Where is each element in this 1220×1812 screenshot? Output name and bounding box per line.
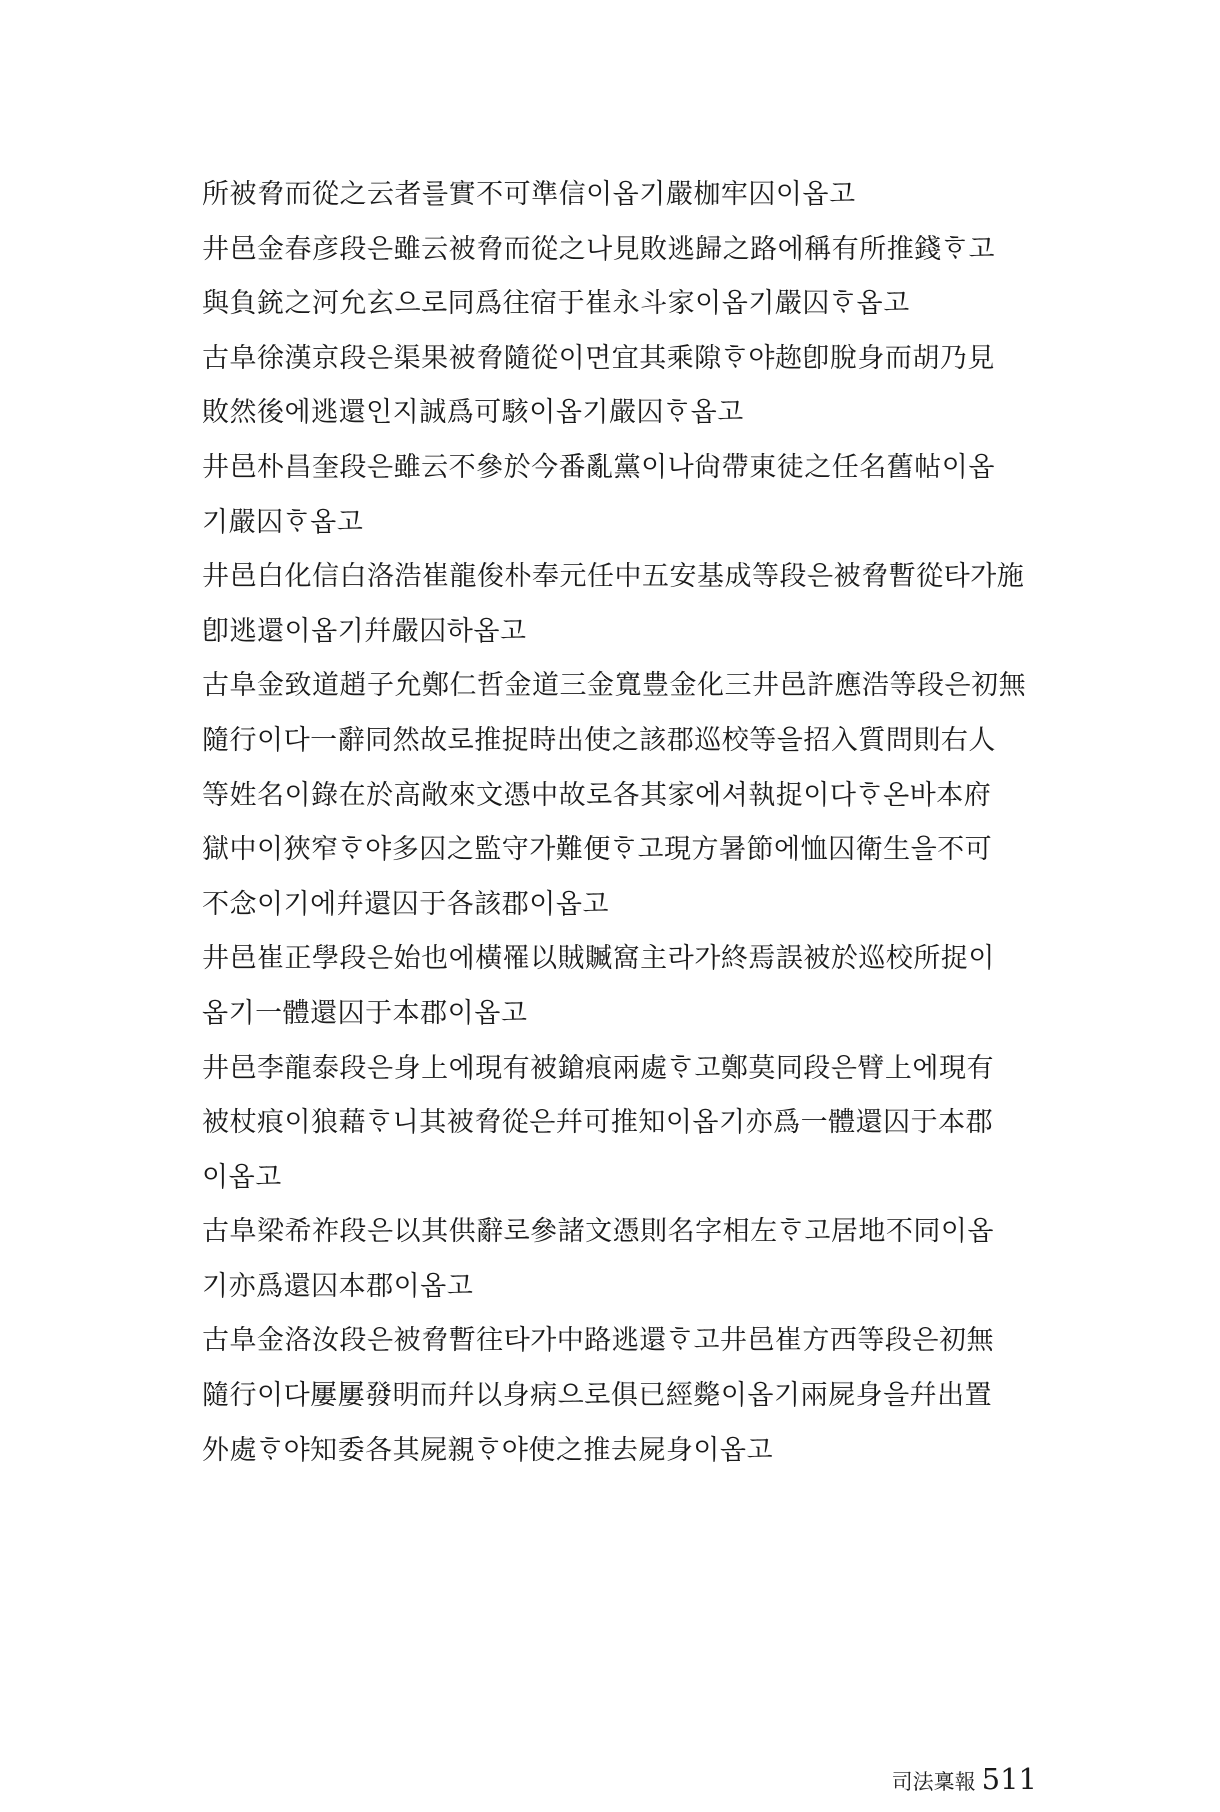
text-line: 古阜金致道趙子允鄭仁哲金道三金寬豊金化三井邑許應浩等段은初無 (202, 670, 1027, 702)
text-line: 與負銃之河允玄으로同爲往宿于崔永斗家이옵기嚴囚ᄒᆞ옵고 (202, 288, 910, 320)
text-line: 이옵고 (202, 1161, 282, 1193)
text-line: 井邑白化信白洛浩崔龍俊朴奉元任中五安基成等段은被脅暫從타가施 (202, 561, 1025, 593)
text-line: 隨行이다一辭同然故로推捉時出使之該郡巡校等을招入質問則右人 (202, 724, 996, 756)
text-line: 옵기一體還囚于本郡이옵고 (202, 997, 528, 1029)
text-line: 卽逃還이옵기幷嚴囚하옵고 (202, 615, 527, 647)
text-line: 被杖痕이狼藉ᄒᆞ니其被脅從은幷可推知이옵기亦爲一體還囚于本郡 (202, 1107, 994, 1139)
text-line: 井邑崔正學段은始也에橫罹以賊贓窩主라가終焉誤被於巡校所捉이 (202, 943, 995, 975)
text-line: 所被脅而從之云者를實不可準信이옵기嚴枷牢囚이옵고 (202, 179, 856, 210)
text-line: 井邑朴昌奎段은雖云不參於今番亂黨이나尙帶東徒之任名舊帖이옵 (202, 451, 995, 483)
text-line: 隨行이다屢屢發明而幷以身病으로俱已經斃이옵기兩屍身을幷出置 (202, 1380, 993, 1412)
text-line: 井邑李龍泰段은身上에現有被鎗痕兩處ᄒᆞ고鄭莫同段은臂上에現有 (202, 1052, 994, 1084)
text-line: 獄中이狹窄ᄒᆞ야多囚之監守가難便ᄒᆞ고現方暑節에恤囚衛生을不可 (202, 834, 993, 866)
page-footer (892, 1762, 1037, 1796)
text-line: 不念이기에幷還囚于各該郡이옵고 (202, 888, 609, 920)
text-line: 古阜金洛汝段은被脅暫往타가中路逃還ᄒᆞ고井邑崔方西等段은初無 (202, 1325, 994, 1357)
text-line: 井邑金春彦段은雖云被脅而從之나見敗逃歸之路에稱有所推錢ᄒᆞ고 (202, 233, 995, 265)
journal-title: 司法稟報 (891, 1770, 976, 1794)
text-line: 기亦爲還囚本郡이옵고 (202, 1270, 474, 1302)
text-line: 古阜梁希祚段은以其供辭로參諸文憑則名字相左ᄒᆞ고居地不同이옵 (202, 1216, 994, 1248)
text-line: 기嚴囚ᄒᆞ옵고 (202, 506, 364, 538)
page-number: 511 (981, 1762, 1037, 1796)
text-line: 敗然後에逃還인지誠爲可駭이옵기嚴囚ᄒᆞ옵고 (202, 397, 744, 429)
text-line: 外處ᄒᆞ야知委各其屍親ᄒᆞ야使之推去屍身이옵고 (202, 1434, 774, 1466)
document-body (202, 168, 1032, 1478)
text-line: 等姓名이錄在於高敞來文憑中故로各其家에셔執捉이다ᄒᆞ온바本府 (202, 779, 992, 811)
text-line: 古阜徐漢京段은渠果被脅隨從이면宜其乘隙ᄒᆞ야趂卽脫身而胡乃見 (202, 342, 995, 374)
